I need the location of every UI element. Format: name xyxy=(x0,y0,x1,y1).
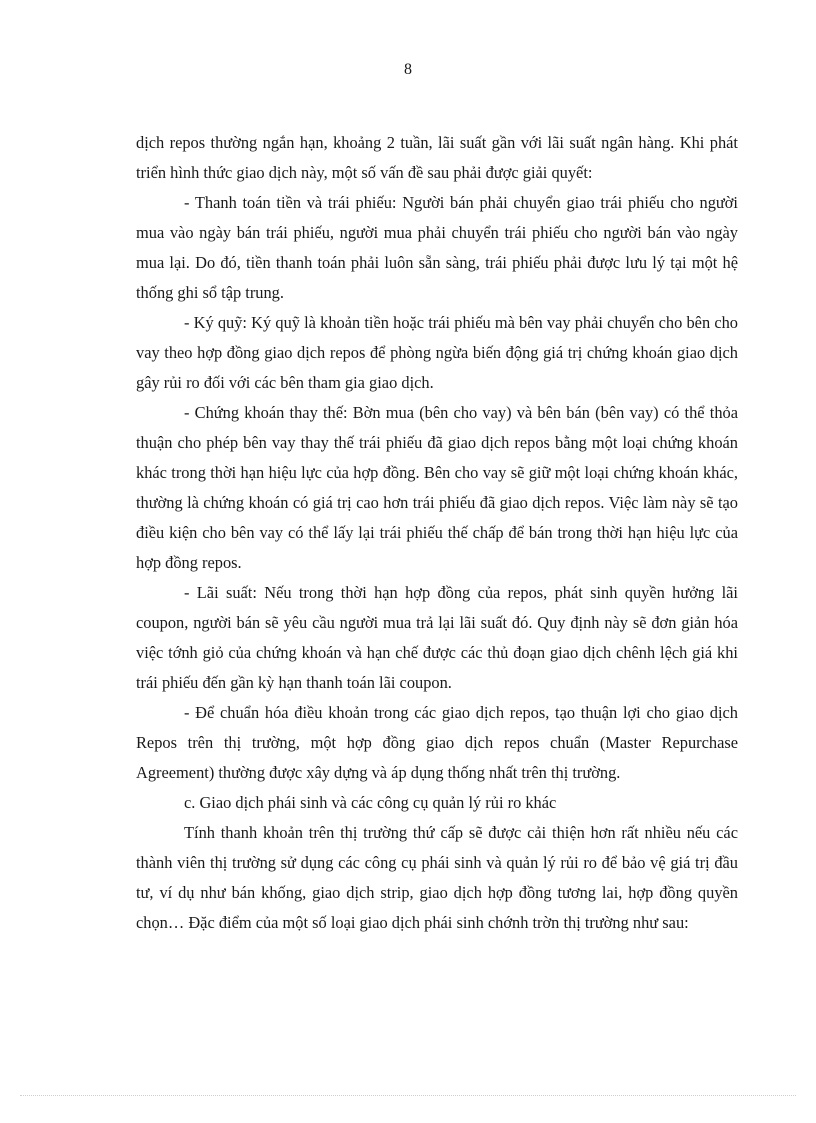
paragraph-repos-intro: dịch repos thường ngắn hạn, khoảng 2 tuần, lãi suất gần với lãi suất ngân hàng. Khi phát triển hình thức giao dịch này, một số vấn đề sau phải được giải quyết: xyxy=(136,133,738,182)
paragraph-margin: - Ký quỹ: Ký quỹ là khoản tiền hoặc trái phiếu mà bên vay phải chuyển cho bên cho vay theo hợp đồng giao dịch repos để phòng ngừa biến động giá trị chứng khoán giao dịch gây rủi ro đối với các bên tham gia giao dịch. xyxy=(136,313,738,392)
paragraph-substitution: - Chứng khoán thay thế: Bờn mua (bên cho vay) và bên bán (bên vay) có thể thỏa thuận cho phép bên vay thay thế trái phiếu đã giao dịch repos bằng một loại chứng khoán khác trong thời hạn hiệu lực của hợp đồng. Bên cho vay sẽ giữ một loại chứng khoán khác, thường là chứng khoán có giá trị cao hơn trái phiếu đã giao dịch repos. Việc làm này sẽ tạo điều kiện cho bên vay có thể lấy lại trái phiếu thế chấp để bán trong thời hạn hiệu lực của hợp đồng repos. xyxy=(136,403,738,572)
page-number: 8 xyxy=(404,61,412,78)
paragraph-payment: - Thanh toán tiền và trái phiếu: Người bán phải chuyển giao trái phiếu cho người mua vào ngày bán trái phiếu, người mua phải chuyển trái phiếu cho người bán vào ngày mua lại. Do đó, tiền thanh toán phải luôn sẵn sàng, trái phiếu phải được lưu lý tại một hệ thống ghi sổ tập trung. xyxy=(136,193,738,302)
footer-divider xyxy=(20,1095,796,1096)
paragraph-liquidity: Tính thanh khoản trên thị trường thứ cấp sẽ được cải thiện hơn rất nhiều nếu các thành viên thị trường sử dụng các công cụ phái sinh và quản lý rủi ro để bảo vệ giá trị đầu tư, ví dụ như bán khống, giao dịch strip, giao dịch hợp đồng tương lai, hợp đồng quyền chọn… Đặc điểm của một số loại giao dịch phái sinh chớnh trờn thị trường như sau: xyxy=(136,823,738,932)
document-body xyxy=(136,128,738,938)
section-heading-derivatives: c. Giao dịch phái sinh và các công cụ quản lý rủi ro khác xyxy=(184,793,557,812)
paragraph-interest: - Lãi suất: Nếu trong thời hạn hợp đồng của repos, phát sinh quyền hưởng lãi coupon, người bán sẽ yêu cầu người mua trả lại lãi suất đó. Quy định này sẽ đơn giản hóa việc tớnh giỏ của chứng khoán và hạn chế được các thủ đoạn giao dịch chênh lệch giá khi trái phiếu đến gần kỳ hạn thanh toán lãi coupon. xyxy=(136,583,738,692)
paragraph-standardization: - Để chuẩn hóa điều khoản trong các giao dịch repos, tạo thuận lợi cho giao dịch Repos trên thị trường, một hợp đồng giao dịch repos chuẩn (Master Repurchase Agreement) thường được xây dựng và áp dụng thống nhất trên thị trường. xyxy=(136,703,738,782)
